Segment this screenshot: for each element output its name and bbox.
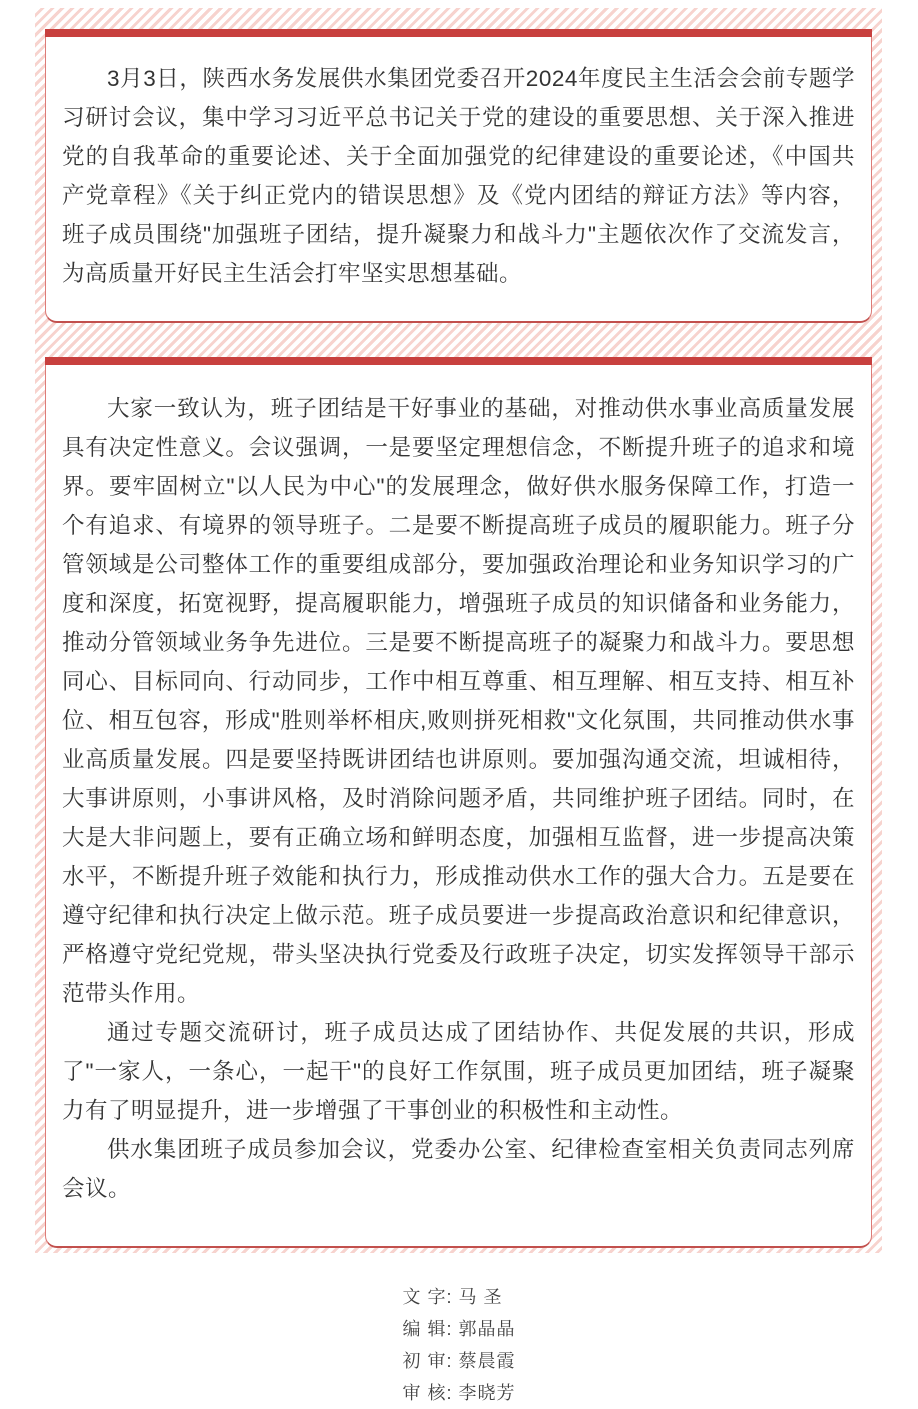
- main-card-top-bar: [45, 357, 872, 365]
- striped-background: [35, 8, 882, 1253]
- main-card-body: [46, 365, 871, 1246]
- intro-card-top-bar: [45, 29, 872, 37]
- credits-block: [402, 1281, 515, 1409]
- main-paragraph-2: 通过专题交流研讨，班子成员达成了团结协作、共促发展的共识，形成了"一家人，一条心，一起干"的良好工作氛围，班子成员更加团结，班子凝聚力有了明显提升，进一步增强了干事创业的积极性和主动性。: [62, 1020, 855, 1123]
- intro-card-body: [46, 37, 871, 321]
- credit-line-writer: 文 字: 马 圣: [402, 1287, 503, 1307]
- main-paragraph-1: 大家一致认为，班子团结是干好事业的基础，对推动供水事业高质量发展具有决定性意义。会议强调，一是要坚定理想信念，不断提升班子的追求和境界。要牢固树立"以人民为中心"的发展理念，做好供水服务保障工作，打造一个有追求、有境界的领导班子。二是要不断提高班子成员的履职能力。班子分管领域是公司整体工作的重要组成部分，要加强政治理论和业务知识学习的广度和深度，拓宽视野，提高履职能力，增强班子成员的知识储备和业务能力，推动分管领域业务争先进位。三是要不断提高班子的凝聚力和战斗力。要思想同心、目标同向、行动同步，工作中相互尊重、相互理解、相互支持、相互补位、相互包容，形成"胜则举杯相庆,败则拼死相救"文化氛围，共同推动供水事业高质量发展。四是要坚持既讲团结也讲原则。要加强沟通交流，坦诚相待，大事讲原则，小事讲风格，及时消除问题矛盾，共同维护班子团结。同时，在大是大非问题上，要有正确立场和鲜明态度，加强相互监督，进一步提高决策水平，不断提升班子效能和执行力，形成推动供水工作的强大合力。五是要在遵守纪律和执行决定上做示范。班子成员要进一步提高政治意识和纪律意识，严格遵守党纪党规，带头坚决执行党委及行政班子决定，切实发挥领导干部示范带头作用。: [62, 396, 855, 1006]
- main-card: [45, 357, 872, 1248]
- credits-footer: [0, 1281, 918, 1409]
- credit-line-final-review: 审 核: 李晓芳: [402, 1383, 516, 1403]
- intro-card: [45, 29, 872, 323]
- credit-line-editor: 编 辑: 郭晶晶: [402, 1319, 516, 1339]
- main-paragraph-3: 供水集团班子成员参加会议，党委办公室、纪律检查室相关负责同志列席会议。: [62, 1137, 855, 1201]
- credit-line-first-review: 初 审: 蔡晨霞: [402, 1351, 516, 1371]
- intro-paragraph: 3月3日，陕西水务发展供水集团党委召开2024年度民主生活会会前专题学习研讨会议，集中学习习近平总书记关于党的建设的重要思想、关于深入推进党的自我革命的重要论述、关于全面加强党的纪律建设的重要论述，《中国共产党章程》《关于纠正党内的错误思想》及《党内团结的辩证方法》等内容，班子成员围绕"加强班子团结，提升凝聚力和战斗力"主题依次作了交流发言，为高质量开好民主生活会打牢坚实思想基础。: [62, 66, 855, 286]
